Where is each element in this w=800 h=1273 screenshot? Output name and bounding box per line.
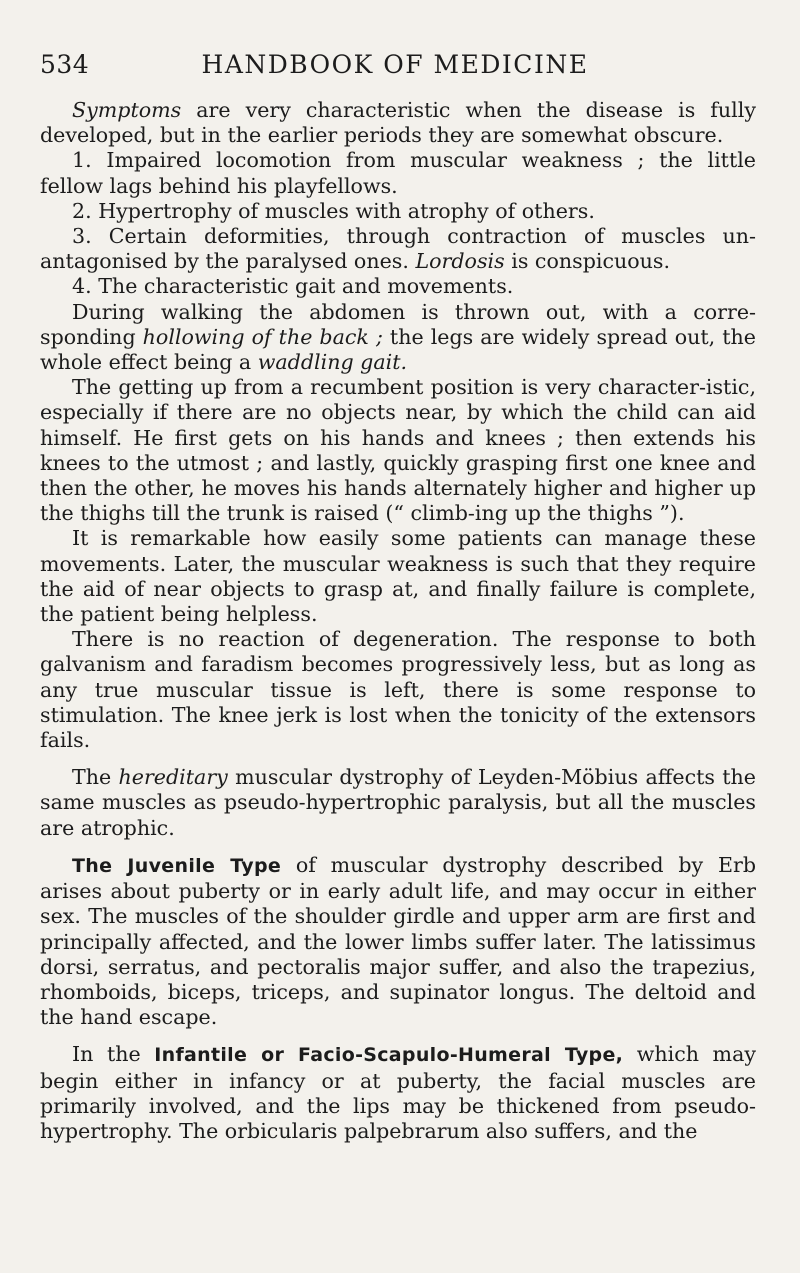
- paragraph-hereditary: The hereditary muscular dystrophy of Leyden-Möbius affects the same muscles as pseudo-hypertrophic paralysis, but all the muscles are atrophic.: [40, 765, 756, 840]
- list-item-1: 1. Impaired locomotion from muscular weakness ; the little fellow lags behind his playfellows.: [40, 148, 756, 198]
- paragraph-getting-up: The getting up from a recumbent position is very character-istic, especially if there are no objects near, by which the child can aid himself. He first gets on his hands and knees ; then extends his knees to the utmost ; and lastly, quickly grasping first one knee and then the other, he moves his hands alternately higher and higher up the thighs till the trunk is raised (“ climb-ing up the thighs ”).: [40, 375, 756, 526]
- heading-infantile-type: Infantile or Facio-Scapulo-Humeral Type,: [154, 1044, 624, 1067]
- paragraph-symptoms: Symptoms are very characteristic when the disease is fully developed, but in the earlier periods they are somewhat obscure.: [40, 98, 756, 148]
- heading-juvenile-type: The Juvenile Type: [72, 854, 282, 877]
- running-title: HANDBOOK OF MEDICINE: [201, 50, 589, 79]
- paragraph-juvenile: The Juvenile Type of muscular dystrophy described by Erb arises about puberty or in early adult life, and may occur in either sex. The muscles of the shoulder girdle and upper arm are first and principally affected, and the lower limbs suffer later. The latissimus dorsi, serratus, and pectoralis major suffer, and also the trapezius, rhomboids, biceps, triceps, and supinator longus. The deltoid and the hand escape.: [40, 852, 756, 1030]
- page-header: [40, 50, 750, 90]
- page-number: 534: [40, 50, 90, 79]
- list-item-3: 3. Certain deformities, through contraction of muscles un-antagonised by the paralysed ones. Lordosis is conspicuous.: [40, 224, 756, 274]
- paragraph-infantile: In the Infantile or Facio-Scapulo-Humeral Type, which may begin either in infancy or at puberty, the facial muscles are primarily involved, and the lips may be thickened from pseudo-hypertrophy. The orbicularis palpebrarum also suffers, and the: [40, 1042, 756, 1143]
- emphasis-symptoms: Symptoms: [72, 98, 182, 122]
- emphasis-hollowing: hollowing of the back ;: [142, 324, 383, 349]
- paragraph-reaction: There is no reaction of degeneration. The response to both galvanism and faradism becomes progressively less, but as long as any true muscular tissue is left, there is some response to stimulation. The knee jerk is lost when the tonicity of the extensors fails.: [40, 627, 756, 753]
- paragraph-remarkable: It is remarkable how easily some patients can manage these movements. Later, the muscular weakness is such that they require the aid of near objects to grasp at, and finally failure is complete, the patient being helpless.: [40, 526, 756, 627]
- emphasis-hereditary: hereditary: [118, 765, 228, 790]
- paragraph-walking: During walking the abdomen is thrown out, with a corre-sponding hollowing of the back ; the legs are widely spread out, the whole effect being a waddling gait.: [40, 299, 756, 375]
- list-item-2: 2. Hypertrophy of muscles with atrophy of others.: [72, 198, 595, 223]
- emphasis-waddling: waddling gait.: [257, 350, 408, 375]
- page-body: [40, 98, 756, 1144]
- emphasis-lordosis: Lordosis: [415, 249, 505, 274]
- list-item-4: 4. The characteristic gait and movements.: [72, 274, 514, 299]
